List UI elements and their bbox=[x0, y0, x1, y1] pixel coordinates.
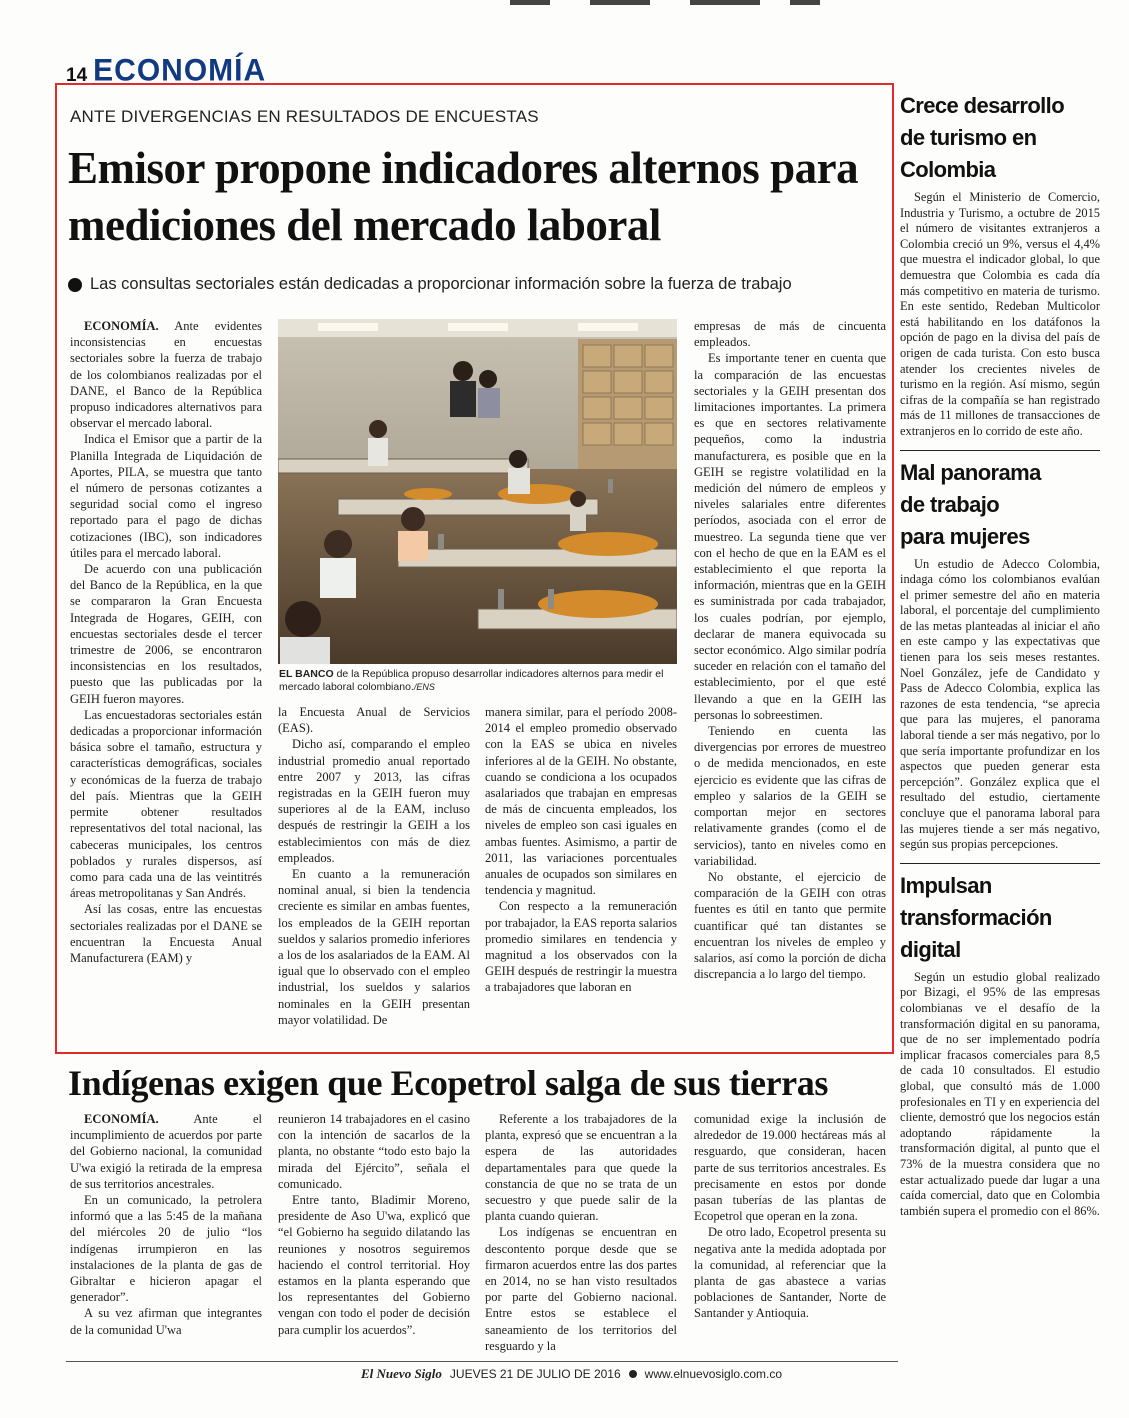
section-header bbox=[66, 52, 266, 86]
paragraph: Referente a los trabajadores de la planta, expresó que se encuentran a la espera de las autoridades departamentales para que quede la constancia de que no se trata de un secuestro y que puede salir de la planta cuando quieran. bbox=[485, 1112, 677, 1224]
paragraph: De otro lado, Ecopetrol presenta su negativa ante la medida adoptada por la comunidad, al referenciar que la planta de gas abastece a varias poblaciones de Santander, Norte de Santander y Antioquia. bbox=[694, 1225, 886, 1321]
footer-url[interactable]: www.elnuevosiglo.com.co bbox=[644, 1367, 783, 1381]
caption-text: de la República propuso desarrollar indicadores alternos para medir el mercado laboral colombiano. bbox=[279, 668, 664, 693]
title-line: para mujeres bbox=[900, 523, 1030, 549]
second-column-1 bbox=[70, 1111, 262, 1338]
paragraph: Según el Ministerio de Comercio, Industria y Turismo, a octubre de 2015 el número de visitantes extranjeros a Colombia creció un 9%, versus el 4,4% que muestra el indicador global, lo que demuestra que Colombia es cada día más competitivo en materia de turismo. En este sentido, Redeban Multicolor está habilitando en los datáfonos la opción de pago en la divisa del país de origen de cada turista. Con esto busca atender los crecientes niveles de turismo en la región. Así mismo, según cifras de la compañía se han registrado más de 11 millones de transacciones de extranjeros en lo corrido de este año. bbox=[900, 190, 1100, 438]
paragraph: En un comunicado, la petrolera informó que a las 5:45 de la mañana del miércoles 20 de julio “los indígenas irrumpieron en las instalaciones de la planta de gas de Gibraltar e hicieron apagar el generador”. bbox=[70, 1193, 262, 1305]
brief-title bbox=[900, 870, 1100, 966]
paragraph-text: Ante el incumplimiento de acuerdos por parte del Gobierno nacional, la comunidad U'wa exigió la retirada de la empresa de sus territorios ancestrales. bbox=[70, 1112, 262, 1191]
paragraph: Es importante tener en cuenta que la comparación de las encuestas sectoriales y la GEIH presentan dos limitaciones importantes. La primera es que en sectores relativamente pequeños, como la industria manufacturera, es posible que en la GEIH se registre volatilidad en la medición del número de empleos y niveles salariales entre diferentes períodos, asociada con el error de muestreo. La segunda tiene que ver con el hecho de que en la EAM es el establecimiento el que reporta la información, mientras que en la GEIH es suministrada por cada trabajador, los cuales podrían, por ejemplo, declarar de manera equivocada su sector económico. Algo similar podría suceder en relación con el tamaño del establecimiento, por el que esté llevando a que en la GEIH las personas lo sobreestimen. bbox=[694, 351, 886, 722]
second-column-2 bbox=[278, 1111, 470, 1338]
title-line: Crece desarrollo bbox=[900, 93, 1065, 118]
photo-caption bbox=[279, 668, 679, 694]
paragraph: De acuerdo con una publicación del Banco de la República, en la que se compararon la Gran Encuesta Integrada de Hogares, GEIH, con encuestas sectoriales desde el tercer trimestre de 2006, se encontraron inconsistencias en los resultados, puesto que las publicadas por la GEIH fueron mayores. bbox=[70, 562, 262, 706]
main-column-3 bbox=[485, 704, 677, 996]
paragraph: reunieron 14 trabajadores en el casino con la intención de sacarlos de la planta, no obstante “todo esto bajo la mirada del Ejército”, señala el comunicado. bbox=[278, 1112, 470, 1191]
title-line: digital bbox=[900, 936, 961, 962]
photo-credit: /ENS bbox=[413, 682, 435, 692]
paragraph: A su vez afirman que integrantes de la comunidad U'wa bbox=[70, 1306, 262, 1337]
paragraph bbox=[70, 318, 262, 431]
second-headline: Indígenas exigen que Ecopetrol salga de sus tierras bbox=[68, 1063, 828, 1103]
paragraph: Con respecto a la remuneración por trabajador, la EAS reporta salarios promedio similares en tendencia y magnitud a los observados con la GEIH después de restringir la muestra a trabajadores que laboran en bbox=[485, 899, 677, 995]
dateline: ECONOMÍA. bbox=[84, 1112, 159, 1126]
paragraph: Dicho así, comparando el empleo industrial promedio anual reportado entre 2007 y 2013, las cifras registradas en la GEIH fueron muy superiores al de la EAM, incluso después de restringir la GEIH a los establecimientos con más de diez empleados. bbox=[278, 737, 470, 865]
top-edge-artifact bbox=[500, 0, 820, 6]
title-line: Mal panorama bbox=[900, 459, 1041, 485]
paragraph: Así las cosas, entre las encuestas sectoriales realizadas por el DANE se encuentran la Encuesta Anual Manufacturera (EAM) y bbox=[70, 902, 262, 965]
paragraph: comunidad exige la inclusión de alrededor de 19.000 hectáreas más al resguardo, que consideran, hacen parte de sus territorios ancestrales. Es precisamente en estos por donde pasan tuberías de las plantas de Ecopetrol que operan en la zona. bbox=[694, 1112, 886, 1224]
sidebar-brief-digital bbox=[900, 870, 1100, 1220]
brief-body bbox=[900, 970, 1100, 1220]
paragraph: la Encuesta Anual de Servicios (EAS). bbox=[278, 705, 470, 736]
main-deck-text: Las consultas sectoriales están dedicadas a proporcionar información sobre la fuerza de trabajo bbox=[90, 275, 792, 293]
paragraph: Las encuestadoras sectoriales están dedicadas a proporcionar información básica sobre el tamaño, estructura y características demográficas, sociales y económicas de la fuerza de trabajo del país. Mientras que la GEIH permite obtener resultados representativos del total nacional, las cabeceras municipales, los centros poblados y rurales dispersos, así como para cada una de las veintitrés áreas metropolitanas y San Andrés. bbox=[70, 707, 262, 901]
paragraph bbox=[70, 1111, 262, 1192]
sidebar-brief-tourism bbox=[900, 90, 1100, 440]
page-number: 14 bbox=[66, 65, 88, 86]
title-line: Colombia bbox=[900, 157, 996, 182]
second-column-3 bbox=[485, 1111, 677, 1354]
main-kicker: ANTE DIVERGENCIAS EN RESULTADOS DE ENCUESTAS bbox=[70, 107, 539, 126]
paragraph: No obstante, el ejercicio de comparación de la GEIH con otras fuentes es útil en tanto que permite cuantificar qué tan distantes se encuentran los niveles de empleo y salarios, así como la porción de dicha discrepancia a lo largo del tiempo. bbox=[694, 869, 886, 982]
page-footer bbox=[66, 1361, 898, 1381]
brief-title bbox=[900, 457, 1100, 553]
brief-title bbox=[900, 90, 1100, 186]
footer-date: JUEVES 21 DE JULIO DE 2016 bbox=[449, 1367, 621, 1381]
divider bbox=[900, 450, 1100, 451]
paragraph: Indica el Emisor que a partir de la Planilla Integrada de Liquidación de Aportes, PILA, se muestra que tanto el número de personas cotizantes a seguridad social como el ingreso reportado para el pago de dichas cotizaciones (IBC), son indicadores útiles para el mercado laboral. bbox=[70, 432, 262, 560]
paragraph: empresas de más de cincuenta empleados. bbox=[694, 319, 886, 350]
bullet-icon bbox=[629, 1370, 637, 1378]
dateline: ECONOMÍA. bbox=[84, 319, 159, 333]
paragraph: Teniendo en cuenta las divergencias por errores de muestreo o de medida mencionados, en este ejercicio es evidente que las cifras de empleo y salarios de la GEIH se comportan mejor en sectores relativamente grandes (como el de servicios), tanto en niveles como en variabilidad. bbox=[694, 724, 886, 868]
news-sidebar bbox=[900, 90, 1100, 1219]
newspaper-brand: El Nuevo Siglo bbox=[361, 1366, 442, 1381]
main-headline: Emisor propone indicadores alternos para mediciones del mercado laboral bbox=[68, 143, 859, 250]
bullet-icon bbox=[68, 278, 82, 292]
paragraph: En cuanto a la remuneración nominal anual, si bien la tendencia creciente es similar en ambas fuentes, los empleados de la GEIH reportan sueldos y salarios promedio inferiores a los de los asalariados de la EAM. Al igual que lo observado con el empleo industrial, los sueldos y salarios nominales en la GEIH presentan mayor volatilidad. De bbox=[278, 867, 470, 1027]
title-line: Impulsan bbox=[900, 872, 992, 898]
footer-info bbox=[361, 1366, 782, 1382]
divider bbox=[900, 863, 1100, 864]
paragraph: Según un estudio global realizado por Bizagi, el 95% de las empresas colombianas ve el desafío de la transformación digital en su panorama, que de no ser implementado podría implicar fracasos comerciales para 8,5 de cada 10 consultados. El estudio global, que consultó más de 1.000 profesionales en TI y en experiencia del cliente, demostró que los negocios están adoptando rápidamente la transformación digital, al punto que el 73% de la muestra considera que no estar actualizado puede dar lugar a una caída comercial, dato que en Colombia también supera el promedio con el 86%. bbox=[900, 969, 1100, 1218]
sidebar-brief-women bbox=[900, 457, 1100, 853]
title-line: de trabajo bbox=[900, 491, 1000, 517]
paragraph-text: Ante evidentes inconsistencias en encuestas sectoriales sobre la fuerza de trabajo de los colombianos realizadas por el DANE, el Banco de la República propuso indicadores alternativos para observar el mercado laboral. bbox=[70, 319, 262, 431]
main-deck bbox=[68, 275, 893, 294]
title-line: de turismo en bbox=[900, 125, 1037, 150]
caption-lead: EL BANCO bbox=[279, 668, 334, 680]
brief-body bbox=[900, 190, 1100, 440]
brief-body bbox=[900, 557, 1100, 853]
paragraph: Un estudio de Adecco Colombia, indaga cómo los colombianos evalúan el primer semestre del año en materia laboral, el porcentaje del cumplimiento de las metas planteadas al iniciar el año en este campo y las expectativas que tienen para los seis meses restantes. Noel González, jefe de Candidato y Pass de Adecco Colombia, explica las razones de esta tendencia, “se aprecia que para las mujeres, el panorama laboral tiende a ser más negativo, por lo que sería importante profundizar en los aspectos que pueden generar esta percepción”. González explica que el resultado del estudio, ciertamente concluye que el panorama laboral para las mujeres tiende a ser más negativo, según sus propias percepciones. bbox=[900, 556, 1100, 852]
photo-illustration bbox=[278, 319, 677, 664]
paragraph: Los indígenas se encuentran en descontento porque desde que se firmaron acuerdos entre las dos partes en 2014, no se han visto resultados por parte del Gobierno nacional. Entre estos se establece el saneamiento de los territorios del resguardo y la bbox=[485, 1225, 677, 1353]
main-column-2 bbox=[278, 704, 470, 1028]
second-column-4 bbox=[694, 1111, 886, 1322]
main-column-1 bbox=[70, 318, 262, 966]
paragraph: manera similar, para el período 2008-2014 el empleo promedio observado con la EAS se ubica en niveles inferiores al de la GEIH. No obstante, cuando se condiciona a los ocupados asalariados que trabajan en empresas de más de cincuenta empleados, los niveles de empleo son casi iguales en ambas fuentes. Asimismo, a partir de 2011, las variaciones porcentuales anuales de ocupados son similares en tendencia y magnitud. bbox=[485, 705, 677, 898]
factory-photo bbox=[278, 319, 677, 664]
section-name: ECONOMÍA bbox=[93, 53, 267, 88]
main-column-4 bbox=[694, 318, 886, 982]
title-line: transformación bbox=[900, 904, 1052, 930]
paragraph: Entre tanto, Bladimir Moreno, presidente de Aso U'wa, explicó que “el Gobierno ha seguido dilatando las reuniones y nosotros seguiremos haciendo el control territorial. Hoy estamos en la planta esperando que los representantes del Gobierno vengan con todo el poder de decisión para cumplir los acuerdos”. bbox=[278, 1193, 470, 1337]
